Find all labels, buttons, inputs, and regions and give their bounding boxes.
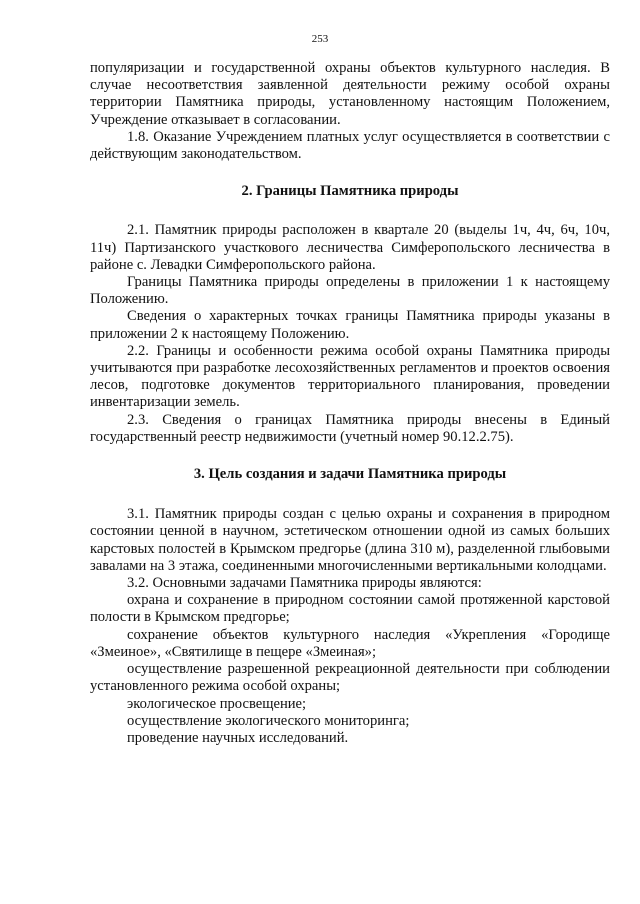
paragraph-borders-appendix-2: Сведения о характерных точках границы Памятника природы указаны в приложении 2 к настоящему Положению. [90,308,610,342]
spacer [90,163,610,183]
section-3-heading: 3. Цель создания и задачи Памятника природы [193,466,507,483]
task-item: проведение научных исследований. [127,729,349,746]
spacer [90,483,610,506]
task-item: осуществление разрешенной рекреационной деятельности при соблюдении установленного режима особой охраны; [90,661,610,695]
paragraph-1-8: 1.8. Оказание Учреждением платных услуг осуществляется в соответствии с действующим законодательством. [90,128,610,163]
paragraph-borders-appendix-1: Границы Памятника природы определены в приложении 1 к настоящему Положению. [90,274,610,308]
page-number: 253 [311,33,329,45]
spacer [90,200,610,222]
task-item: экологическое просвещение; [127,695,307,712]
task-item: осуществление экологического мониторинга; [127,712,410,729]
task-item: охрана и сохранение в природном состоянии самой протяженной карстовой полости в Крымском предгорье; [90,592,610,626]
paragraph-3-1: 3.1. Памятник природы создан с целью охраны и сохранения в природном состоянии ценной в научном, эстетическом отношении одной из самых больших карстовых полостей в Крымском предгорье (длина 310 м), разделенной глыбовыми завалами на 3 этажа, соединенными многочисленными вертикальными колодцами. [90,506,610,574]
paragraph-3-2: 3.2. Основными задачами Памятника природы являются: [127,575,482,592]
section-2-heading: 2. Границы Памятника природы [241,183,459,200]
document-body [90,60,610,747]
paragraph-continuation: популяризации и государственной охраны объектов культурного наследия. В случае несоответствия заявленной деятельности режиму особой охраны территории Памятника природы, установленному настоящим Положением, Учреждение отказывает в согласовании. [90,60,610,128]
task-item: сохранение объектов культурного наследия «Укрепления «Городище «Змеиное», «Святилище в пещере «Змеиная»; [90,626,610,660]
paragraph-2-3: 2.3. Сведения о границах Памятника природы внесены в Единый государственный реестр недвижимости (учетный номер 90.12.2.75). [90,411,610,445]
spacer [90,446,610,466]
paragraph-2-2: 2.2. Границы и особенности режима особой охраны Памятника природы учитываются при разработке лесохозяйственных регламентов и проектов освоения лесов, подготовке документов территориального планирования, проведении инвентаризации земель. [90,342,610,411]
paragraph-2-1: 2.1. Памятник природы расположен в квартале 20 (выделы 1ч, 4ч, 6ч, 10ч, 11ч) Партизанского участкового лесничества Симферопольского лесничества в районе с. Левадки Симферопольского района. [90,222,610,273]
